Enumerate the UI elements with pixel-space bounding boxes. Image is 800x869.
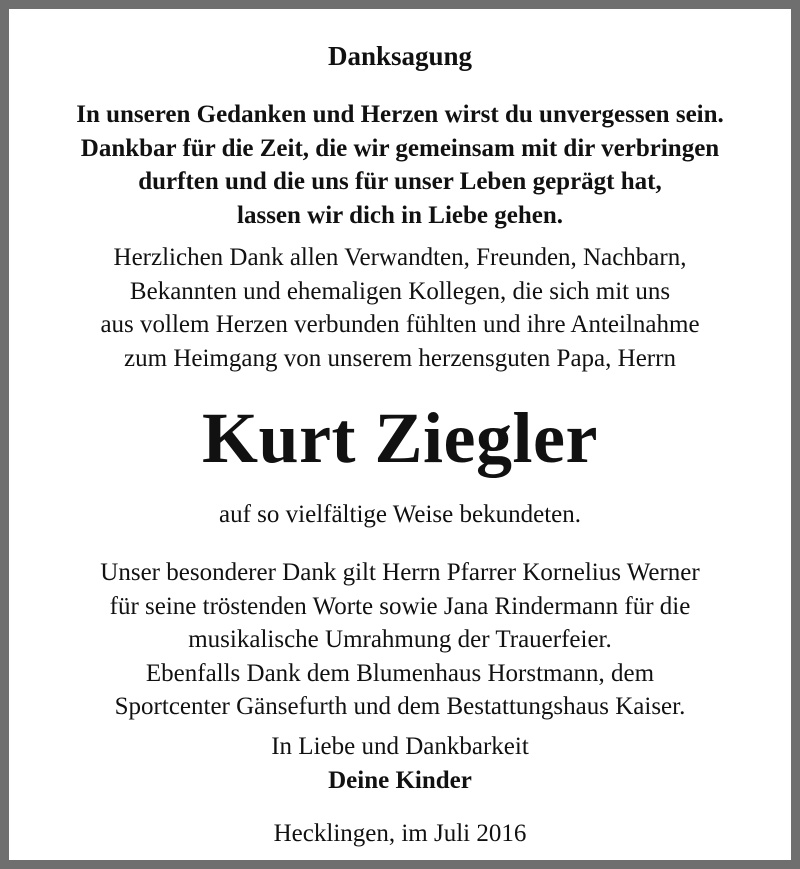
thanks-line: Herzlichen Dank allen Verwandten, Freunden, Nachbarn, xyxy=(113,244,687,271)
after-name-text xyxy=(18,498,782,532)
special-thanks-paragraph xyxy=(18,556,782,724)
thanks-line: zum Heimgang von unserem herzensguten Papa, Herrn xyxy=(124,344,676,372)
place-date-text: Hecklingen, im Juli 2016 xyxy=(273,820,527,847)
special-thanks-line: musikalische Umrahmung der Trauerfeier. xyxy=(188,626,612,653)
special-thanks-line: für seine tröstenden Worte sowie Jana Rindermann für die xyxy=(109,592,691,620)
after-name-line: auf so vielfältige Weise bekundeten. xyxy=(219,501,581,528)
opening-line: durften und die uns für unser Leben geprägt hat, xyxy=(138,168,662,195)
opening-line: In unseren Gedanken und Herzen wirst du unvergessen sein. xyxy=(76,101,724,128)
special-thanks-line: Sportcenter Gänsefurth und dem Bestattungshaus Kaiser. xyxy=(114,693,686,720)
heading-text: Danksagung xyxy=(327,41,473,71)
closing-text: In Liebe und Dankbarkeit xyxy=(271,733,529,760)
special-thanks-line: Ebenfalls Dank dem Blumenhaus Horstmann, dem xyxy=(145,659,655,687)
opening-line: Dankbar für die Zeit, die wir gemeinsam mit dir verbringen xyxy=(80,134,720,162)
deceased-name-text: Kurt Ziegler xyxy=(202,398,598,478)
obituary-thank-you-notice xyxy=(18,18,782,851)
thanks-line: aus vollem Herzen verbunden fühlten und ihre Anteilnahme xyxy=(100,311,700,338)
place-date xyxy=(18,817,782,851)
closing-block xyxy=(18,730,782,797)
thanks-line: Bekannten und ehemaligen Kollegen, die sich mit uns xyxy=(129,277,671,305)
notice-heading xyxy=(18,40,782,72)
opening-line: lassen wir dich in Liebe gehen. xyxy=(237,201,563,229)
special-thanks-line: Unser besonderer Dank gilt Herrn Pfarrer Kornelius Werner xyxy=(100,559,700,586)
thanks-paragraph xyxy=(18,241,782,375)
opening-verse xyxy=(18,98,782,232)
signature: Deine Kinder xyxy=(328,766,472,794)
deceased-name xyxy=(18,396,782,480)
